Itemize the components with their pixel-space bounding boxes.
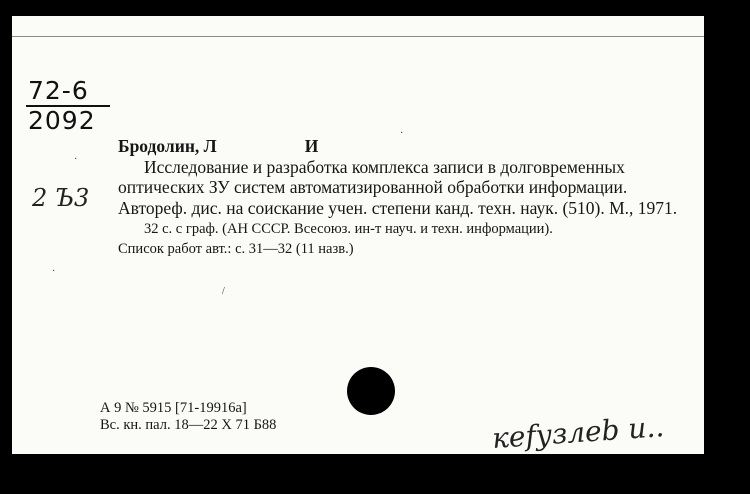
shelf-mark-line2: 2092 bbox=[28, 106, 96, 135]
handwritten-signature: кеfузлeb и.. bbox=[491, 410, 666, 455]
chamber-code: Вс. кн. пал. 18—22 X 71 Б88 bbox=[100, 417, 277, 433]
punch-hole bbox=[347, 367, 395, 415]
collation-note: 32 с. с граф. (АН СССР. Всесоюз. ин-т науч. и техн. информации). bbox=[144, 221, 553, 237]
accession-code: А 9 № 5915 [71-19916а] bbox=[100, 400, 247, 416]
speck: · bbox=[400, 128, 404, 139]
author-initial: И bbox=[304, 136, 319, 156]
catalog-entry bbox=[118, 136, 698, 258]
catalog-codes bbox=[100, 400, 276, 434]
entry-title: Исследование и разработка комплекса записи в долговременных оптических ЗУ систем автоматизированной обработки информации. Автореф. дис. на соискание учен. степени канд. техн. наук. (510). М., 1971. bbox=[118, 156, 678, 218]
speck: · bbox=[52, 266, 56, 277]
speck: · bbox=[74, 154, 78, 165]
catalog-card bbox=[12, 16, 704, 454]
speck: / bbox=[222, 286, 225, 297]
bibliography-note: Список работ авт.: с. 31—32 (11 назв.) bbox=[118, 241, 354, 257]
shelf-mark-line1: 72-6 bbox=[28, 76, 89, 105]
author-surname: Бродолин, Л bbox=[118, 136, 217, 156]
card-top-rule bbox=[12, 36, 704, 37]
author-name bbox=[118, 136, 318, 156]
handwritten-annotation: 2 Ъ3 bbox=[32, 184, 90, 212]
